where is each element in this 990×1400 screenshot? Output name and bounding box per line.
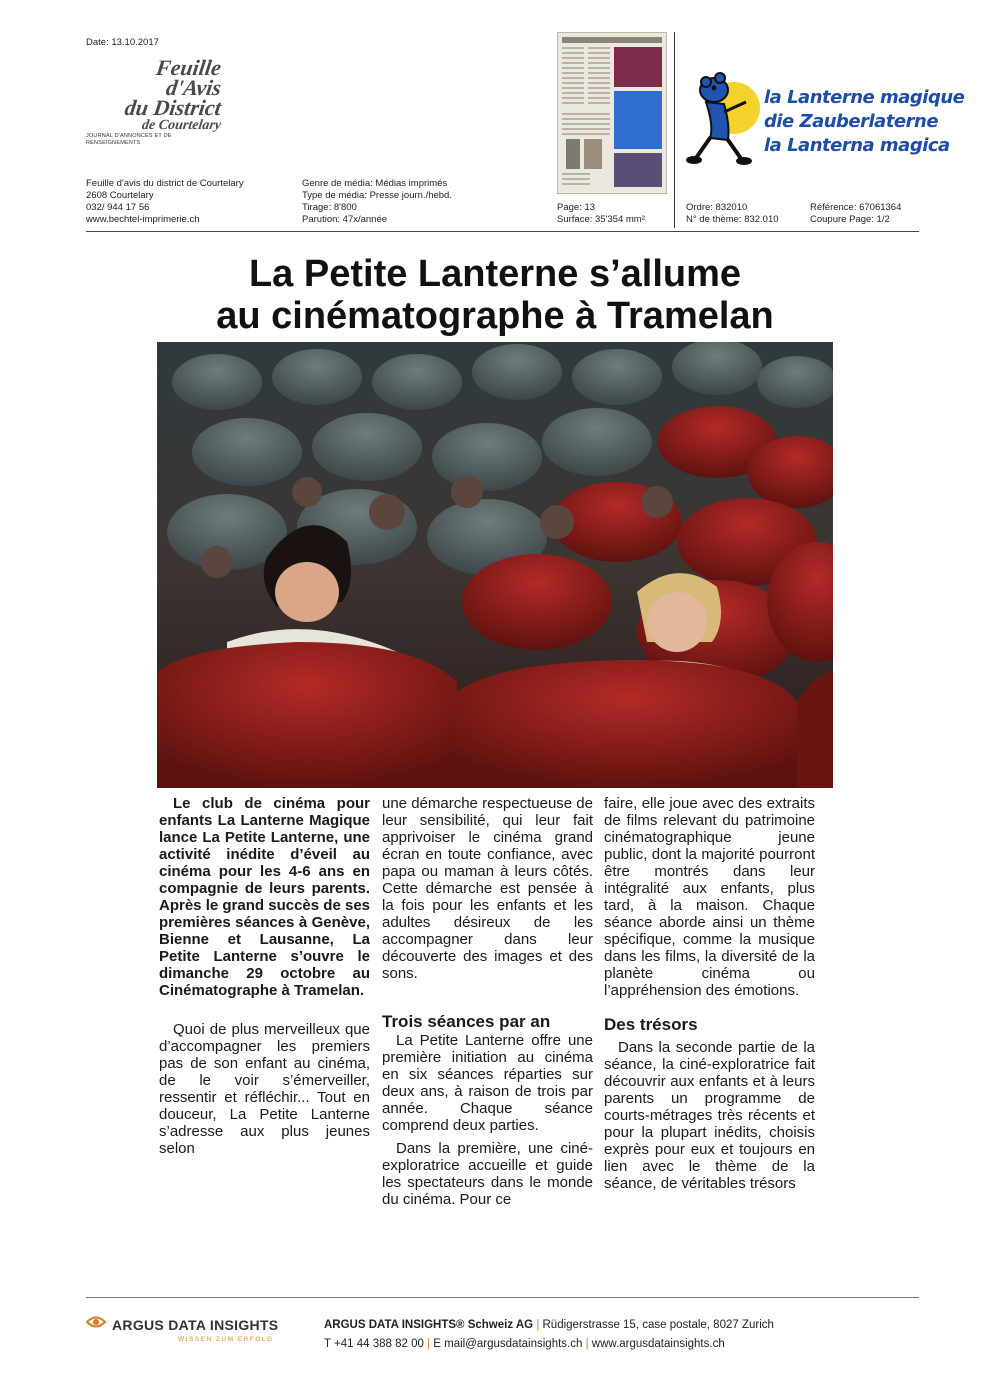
media-parution: Parution: 47x/année: [302, 214, 388, 225]
brand-line-de: die Zauberlaterne: [764, 111, 939, 132]
article-subheading: Des trésors: [604, 1015, 698, 1034]
source-name: Feuille d'avis du district de Courtelary: [86, 178, 244, 189]
source-web: www.bechtel-imprimerie.ch: [86, 214, 200, 225]
source-info: [86, 178, 244, 226]
order-info: [686, 202, 779, 226]
footer-email[interactable]: E mail@argusdatainsights.ch: [433, 1338, 583, 1350]
publication-logo-line4: de Courtelary: [140, 118, 223, 133]
brand-line-fr: la Lanterne magique: [764, 87, 965, 108]
footer-web[interactable]: www.argusdatainsights.ch: [591, 1338, 725, 1350]
theme-number: N° de thème: 832.010: [686, 214, 779, 225]
order-number: Ordre: 832010: [686, 202, 748, 213]
source-phone: 032/ 944 17 56: [86, 202, 150, 213]
argus-logo-tagline: WISSEN ZUM ERFOLG: [178, 1336, 274, 1343]
article-column-1: [159, 795, 370, 1157]
media-genre: Genre de média: Médias imprimés: [302, 178, 448, 189]
argus-logo: [86, 1315, 296, 1349]
coupure-page: Coupure Page: 1/2: [810, 214, 890, 225]
argus-logo-name: ARGUS DATA INSIGHTS: [112, 1316, 279, 1333]
media-info: [302, 178, 452, 226]
article-paragraph: Dans la première, une ciné-exploratrice accueille et guide les spectateurs dans le monde du cinéma. Pour ce: [382, 1140, 593, 1208]
footer-contact: ARGUS DATA INSIGHTS® Schweiz AG | Rüdigerstrasse 15, case postale, 8027 Zurich T +41 44 388 82 00 | E mail@argusdatainsights.ch | www.argusdatainsights.ch: [324, 1319, 774, 1350]
article-lead: Le club de cinéma pour enfants La Lanterne Magique lance La Petite Lanterne, une activité inédite d’éveil au cinéma pour les 4-6 ans en compagnie de leurs parents. Après le grand succès de ses premières séances à Genève, Bienne et Lausanne, La Petite Lanterne s’ouvre le dimanche 29 octobre au Cinématographe à Tramelan.: [159, 795, 370, 999]
header-rule: [86, 231, 919, 232]
footer-address: Rüdigerstrasse 15, case postale, 8027 Zurich: [542, 1319, 774, 1331]
brand-logo: [764, 86, 964, 158]
media-type: Type de média: Presse journ./hebd.: [302, 190, 452, 201]
clipping-date: Date: 13.10.2017: [86, 37, 159, 48]
article-photo: [157, 342, 833, 788]
article-title: [0, 253, 990, 337]
publication-logo-line3: du District: [123, 95, 223, 120]
page-info: [557, 202, 645, 226]
page-thumbnail: [557, 32, 667, 194]
header-divider: [674, 32, 675, 228]
publication-logo-line1: Feuille: [154, 55, 223, 80]
article-column-3: [604, 795, 815, 1192]
lantern-mascot-icon: [684, 68, 764, 168]
media-tirage: Tirage: 8'800: [302, 202, 357, 213]
article-subheading: Trois séances par an: [382, 1012, 551, 1031]
reference-info: [810, 202, 901, 226]
article-paragraph: faire, elle joue avec des extraits de films relevant du patrimoine cinématographique jeune public, dont la majorité pourront être montrés dans leur intégralité aux enfants, plus tard, à la maison. Chaque séance aborde ainsi un thème spécifique, comme la musique dans les films, la diversité de la planète cinéma ou l’appréhension des émotions.: [604, 795, 815, 999]
page-surface: Surface: 35'354 mm²: [557, 214, 645, 225]
article-paragraph: La Petite Lanterne offre une première initiation au cinéma en six séances réparties sur deux ans, à raison de trois par année. Chaque séance comprend deux parties.: [382, 1032, 593, 1134]
publication-logo: [86, 55, 223, 158]
publication-logo-line2: d'Avis: [164, 75, 223, 100]
reference-number: Référence: 67061364: [810, 202, 902, 213]
brand-line-it: la Lanterna magica: [764, 135, 950, 156]
eye-icon: [86, 1315, 106, 1334]
footer-company: ARGUS DATA INSIGHTS® Schweiz AG: [324, 1319, 534, 1331]
article-paragraph: Dans la seconde partie de la séance, la ciné-exploratrice fait découvrir aux enfants et à leurs parents un programme de courts-métrages très récents et pour la plupart inédits, choisis exprès pour eux et toujours en lien avec le thème de la séance, de véritables trésors: [604, 1039, 815, 1192]
article-paragraph: Quoi de plus merveilleux que d’accompagner les premiers pas de son enfant au cinéma, de le voir s’émerveiller, ressentir et réfléchir... Tout en douceur, La Petite Lanterne s’adresse aux plus jeunes selon: [159, 1021, 370, 1157]
article-title-line2: au cinématographe à Tramelan: [216, 295, 774, 337]
page-number: Page: 13: [557, 202, 596, 213]
footer-rule: [86, 1297, 919, 1298]
footer-phone: T +41 44 388 82 00: [324, 1338, 424, 1350]
article-title-line1: La Petite Lanterne s’allume: [248, 253, 742, 295]
source-city: 2608 Courtelary: [86, 190, 154, 201]
article-column-2: [382, 795, 593, 1208]
article-paragraph: une démarche respectueuse de leur sensibilité, qui leur fait apprivoiser le cinéma grand écran en toute confiance, avec papa ou maman à leurs côtés. Cette démarche est pensée à la fois pour les enfants et les adultes désireux de les accompagner dans leur découverte des images et des sons.: [382, 795, 593, 982]
publication-logo-tagline: JOURNAL D'ANNONCES ET DE RENSEIGNEMENTS: [86, 133, 172, 146]
